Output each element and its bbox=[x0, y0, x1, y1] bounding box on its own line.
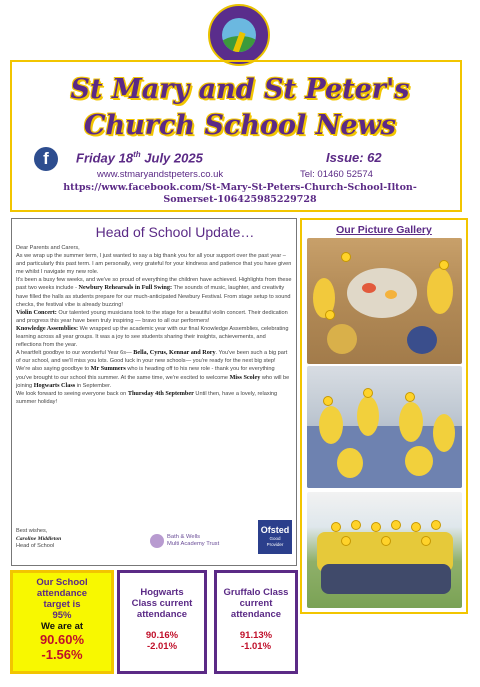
issue-number: Issue: 62 bbox=[326, 150, 382, 165]
school-attendance-diff: -1.56% bbox=[41, 647, 83, 662]
head-of-school-letter bbox=[16, 244, 292, 406]
school-crest-logo bbox=[208, 4, 270, 66]
letter-greeting: Dear Parents and Carers, bbox=[16, 245, 80, 251]
letter-paragraph: A heartfelt goodbye to our wonderful Year 6s— Bella, Cyrus, Kennar and Rory. You've been such a big part of our school, and we'll miss you lots. Good luck in your new schools— you're ready for the next big step! bbox=[16, 349, 288, 365]
gruffalo-attendance-diff: -1.01% bbox=[240, 641, 272, 652]
gallery-photo-violin-concert bbox=[307, 366, 462, 488]
letter-paragraph: We look forward to seeing everyone back on Thursday 4th September Until then, have a lovely, relaxing summer holiday! bbox=[16, 389, 278, 405]
telephone-number: Tel: 01460 52574 bbox=[300, 169, 373, 180]
gallery-photo-group bbox=[307, 492, 462, 608]
gruffalo-attendance-value: 91.13% bbox=[239, 630, 273, 641]
picture-gallery-title: Our Picture Gallery bbox=[336, 224, 432, 236]
letter-paragraph: Knowledge Assemblies: We wrapped up the academic year with our final Knowledge Assemblies, celebrating learning across all year groups. It was a joy to see students sharing their insights, achievements, and reflections from the year. bbox=[16, 324, 289, 349]
facebook-icon[interactable]: f bbox=[34, 147, 58, 171]
facebook-link[interactable]: https://www.facebook.com/St-Mary-St-Peters-Church-School-Ilton-Somerset-106425985229728 bbox=[63, 182, 417, 205]
signature: Caroline Middleton bbox=[16, 535, 62, 542]
letter-signoff: Best wishes, Caroline Middleton Head of School bbox=[16, 528, 62, 550]
hogwarts-attendance-value: 90.16% bbox=[145, 630, 179, 641]
trust-mark-icon bbox=[150, 534, 164, 548]
letter-paragraph: It's been a busy few weeks, and we've so proud of everything the children have achieved. Highlights from these past two weeks include - Newbury Rehearsals in Full Swing: The sounds of music, laughter, and creativity have filled the halls as students prepare for our much-anticipated Newbury Festival. From stage setup to sound checks, the festival vibe is already buzzing! bbox=[16, 277, 292, 308]
website-link[interactable]: www.stmaryandstpeters.co.uk bbox=[97, 169, 224, 180]
letter-paragraph: Violin Concert: Our talented young musicians took to the stage for a beautiful violin concert. Their dedication and progress this year have been truly inspiring — bravo to all our performers! bbox=[16, 308, 288, 324]
gallery-photo-picnic bbox=[307, 238, 462, 364]
school-attendance-box: Our School attendance target is 95% We are at 90.60% -1.56% bbox=[10, 570, 114, 674]
letter-paragraph: We're also saying goodbye to Mr Summers who is heading off to his new role - thank you for everything you've brought to our school this summer. At the same time, we're excited to welcome Miss Scoley who will be joining Hogwarts Class in September. bbox=[16, 365, 290, 389]
issue-date: Friday 18th July 2025 bbox=[76, 150, 203, 166]
hogwarts-attendance-diff: -2.01% bbox=[146, 641, 178, 652]
school-attendance-value: 90.60% bbox=[39, 632, 85, 647]
newsletter-title-line1: St Mary and St Peter's bbox=[70, 74, 410, 105]
head-of-school-title: Head of School Update… bbox=[95, 224, 255, 240]
hogwarts-attendance-box: Hogwarts Class current attendance 90.16% -2.01% bbox=[117, 570, 207, 674]
gruffalo-attendance-box: Gruffalo Class current attendance 91.13% -1.01% bbox=[214, 570, 298, 674]
newsletter-title-line2: Church School News bbox=[84, 110, 396, 141]
ofsted-badge: Ofsted Good Provider bbox=[258, 520, 292, 554]
bath-wells-trust-logo: Bath & Wells Multi Academy Trust bbox=[150, 533, 240, 551]
letter-paragraph: As we wrap up the summer term, I just wanted to say a big thank you for all your support over the past year – and particularly this past term. I am personally, very grateful for your kindness and patience that you have given me whilst I navigate my new role. bbox=[16, 253, 292, 276]
